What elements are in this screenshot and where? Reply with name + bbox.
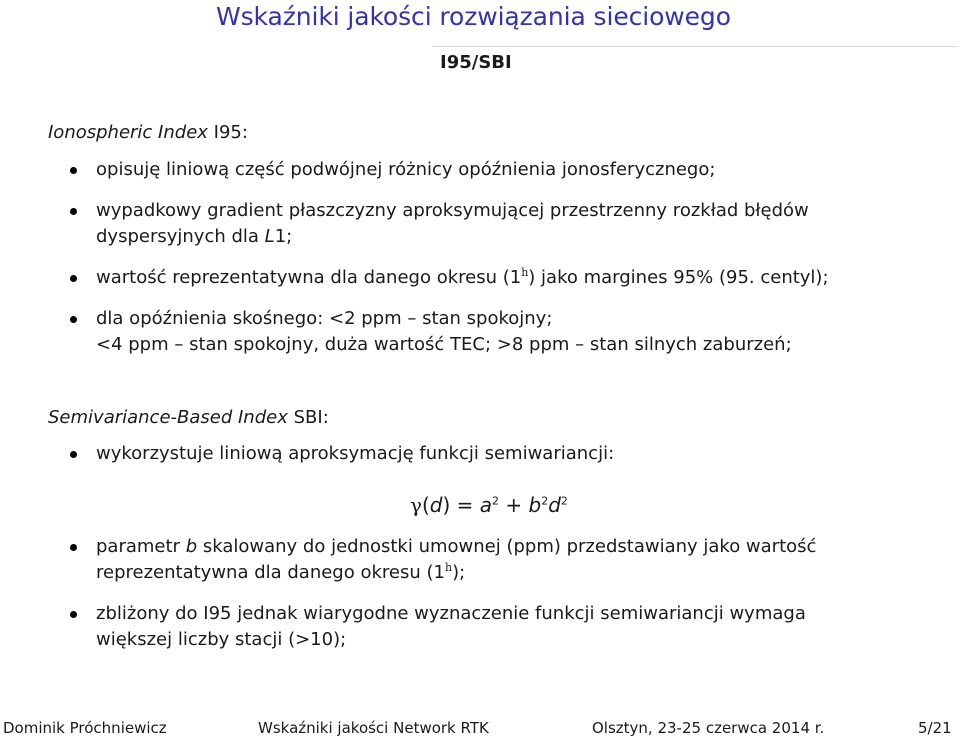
slide-subtitle: I95/SBI	[440, 52, 512, 73]
bullet-text: większej liczby stacji (>10);	[96, 629, 347, 650]
semivariance-formula	[410, 493, 568, 517]
slide-footer	[0, 716, 960, 743]
bullet-text: wartość reprezentatywna dla danego okresu (1	[96, 267, 522, 288]
section-heading-i95	[48, 122, 248, 143]
bullet-text: ) jako margines 95% (95. centyl);	[528, 267, 829, 288]
bullet-text: );	[452, 562, 466, 583]
bullet-math-L: L	[264, 226, 275, 247]
bullet-text: dla opóźnienia skośnego: <2 ppm – stan spokojny;	[96, 308, 553, 329]
sbi-bullet-list-bottom	[58, 534, 938, 653]
section-abbr: I95	[213, 122, 242, 143]
hour-superscript: h	[521, 266, 529, 279]
bullet-text: wykorzystuje liniową aproksymację funkcji semiwariancji:	[96, 443, 615, 464]
bullet-text: dyspersyjnych dla	[96, 226, 265, 247]
bullet-text: parametr	[96, 536, 186, 557]
title-divider	[432, 46, 958, 47]
list-item	[58, 601, 938, 653]
bullet-dot-icon	[70, 611, 77, 618]
bullet-text: zbliżony do I95 jednak wiarygodne wyznaczenie funkcji semiwariancji wymaga	[96, 603, 806, 624]
i95-bullet-list	[58, 157, 938, 358]
section-heading-sbi	[48, 407, 329, 428]
bullet-dot-icon	[70, 544, 77, 551]
formula-d: d	[429, 493, 443, 517]
footer-page-number: 5/21	[918, 719, 952, 737]
slide-title: Wskaźniki jakości rozwiązania sieciowego	[216, 2, 731, 31]
bullet-dot-icon	[70, 451, 77, 458]
section-name: Semivariance-Based Index	[48, 407, 288, 428]
formula-exponent: 2	[492, 494, 500, 508]
section-colon: :	[241, 122, 248, 143]
section-abbr: SBI	[293, 407, 323, 428]
formula-paren: (	[421, 493, 430, 517]
list-item	[58, 265, 938, 291]
section-name: Ionospheric Index	[48, 122, 208, 143]
bullet-text: reprezentatywna dla danego okresu (1	[96, 562, 445, 583]
formula-plus: +	[499, 493, 529, 517]
bullet-math-b: b	[185, 536, 198, 557]
footer-place-date: Olsztyn, 23-25 czerwca 2014 r.	[592, 719, 825, 737]
footer-talk-title: Wskaźniki jakości Network RTK	[258, 719, 489, 737]
list-item	[58, 306, 938, 358]
bullet-text: wypadkowy gradient płaszczyzny aproksymującej przestrzenny rozkład błędów	[96, 200, 809, 221]
bullet-dot-icon	[70, 167, 77, 174]
footer-author: Dominik Próchniewicz	[3, 719, 167, 737]
bullet-text: skalowany do jednostki umownej (ppm) przedstawiany jako wartość	[197, 536, 817, 557]
formula-a: a	[479, 493, 493, 517]
formula-equals: ) =	[442, 493, 480, 517]
formula-b: b	[528, 493, 542, 517]
bullet-text: 1;	[274, 226, 293, 247]
bullet-dot-icon	[70, 316, 77, 323]
formula-d: d	[548, 493, 561, 517]
hour-superscript: h	[444, 561, 453, 574]
bullet-text: <4 ppm – stan spokojny, duża wartość TEC; >8 ppm – stan silnych zaburzeń;	[96, 334, 792, 355]
sbi-bullet-list-top	[58, 441, 938, 467]
formula-gamma: γ	[410, 493, 422, 517]
bullet-dot-icon	[70, 275, 77, 282]
formula-exponent: 2	[541, 494, 549, 508]
list-item	[58, 198, 938, 250]
bullet-dot-icon	[70, 208, 77, 215]
list-item	[58, 441, 938, 467]
bullet-text: opisuję liniową część podwójnej różnicy opóźnienia jonosferycznego;	[96, 159, 716, 180]
section-colon: :	[322, 407, 329, 428]
list-item	[58, 157, 938, 183]
list-item	[58, 534, 938, 586]
formula-exponent: 2	[560, 494, 568, 508]
